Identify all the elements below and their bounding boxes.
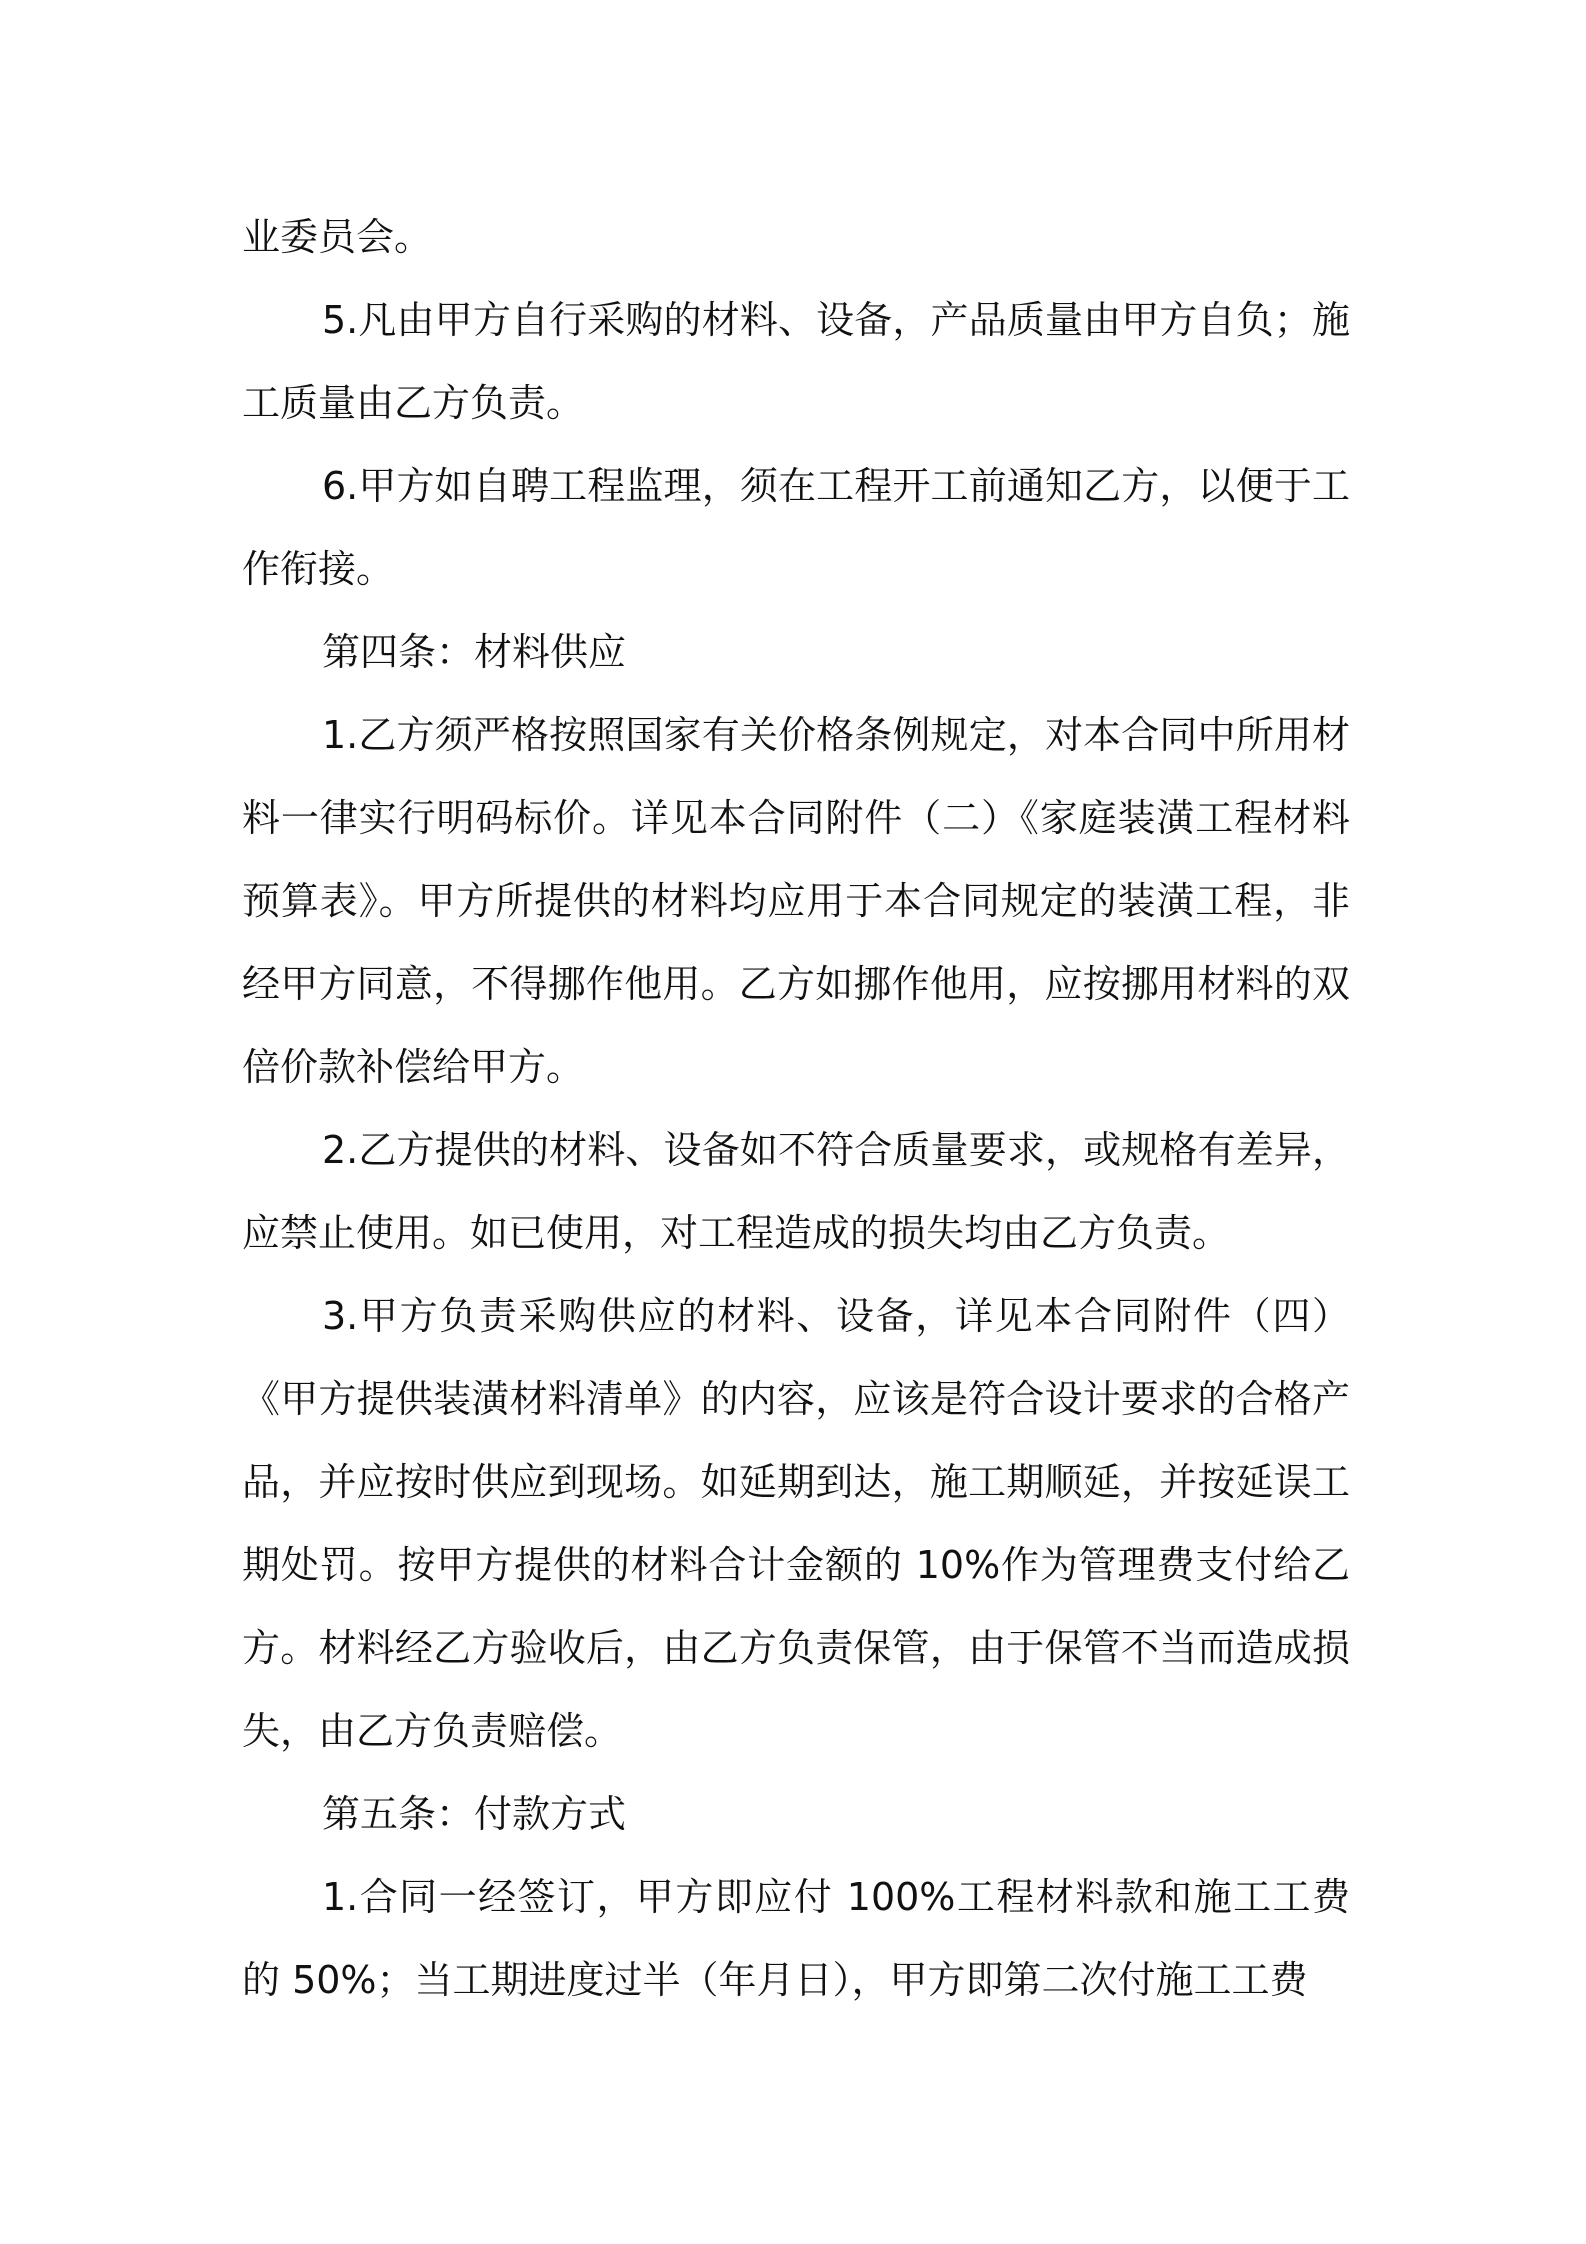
- paragraph-clause-4-1: 1.乙方须严格按照国家有关价格条例规定，对本合同中所用材料一律实行明码标价。详见本合同附件（二）《家庭装潢工程材料预算表》。甲方所提供的材料均应用于本合同规定的装潢工程，非经甲方同意，不得挪作他用。乙方如挪作他用，应按挪用材料的双倍价款补偿给甲方。: [242, 713, 1350, 1089]
- paragraph-clause-5-1: 1.合同一经签订，甲方即应付 100%工程材料款和施工工费的 50%；当工期进度过半（年月日），甲方即第二次付施工工费: [242, 1875, 1350, 2002]
- section-heading-article-5: 第五条：付款方式: [322, 1792, 627, 1836]
- document-body: [242, 196, 1350, 2022]
- paragraph-clause-4-3: 3.甲方负责采购供应的材料、设备，详见本合同附件（四）《甲方提供装潢材料清单》的内容，应该是符合设计要求的合格产品，并应按时供应到现场。如延期到达，施工期顺延，并按延误工期处罚。按甲方提供的材料合计金额的 10%作为管理费支付给乙方。材料经乙方验收后，由乙方负责保管，由于保管不当而造成损失，由乙方负责赔偿。: [242, 1294, 1350, 1753]
- paragraph-continuation: 业委员会。: [242, 215, 433, 259]
- paragraph-clause-3-6: 6.甲方如自聘工程监理，须在工程开工前通知乙方，以便于工作衔接。: [242, 464, 1350, 591]
- paragraph-clause-3-5: 5.凡由甲方自行采购的材料、设备，产品质量由甲方自负；施工质量由乙方负责。: [242, 298, 1350, 425]
- section-heading-article-4: 第四条：材料供应: [322, 630, 627, 674]
- paragraph-clause-4-2: 2.乙方提供的材料、设备如不符合质量要求，或规格有差异，应禁止使用。如已使用，对工程造成的损失均由乙方负责。: [242, 1128, 1350, 1255]
